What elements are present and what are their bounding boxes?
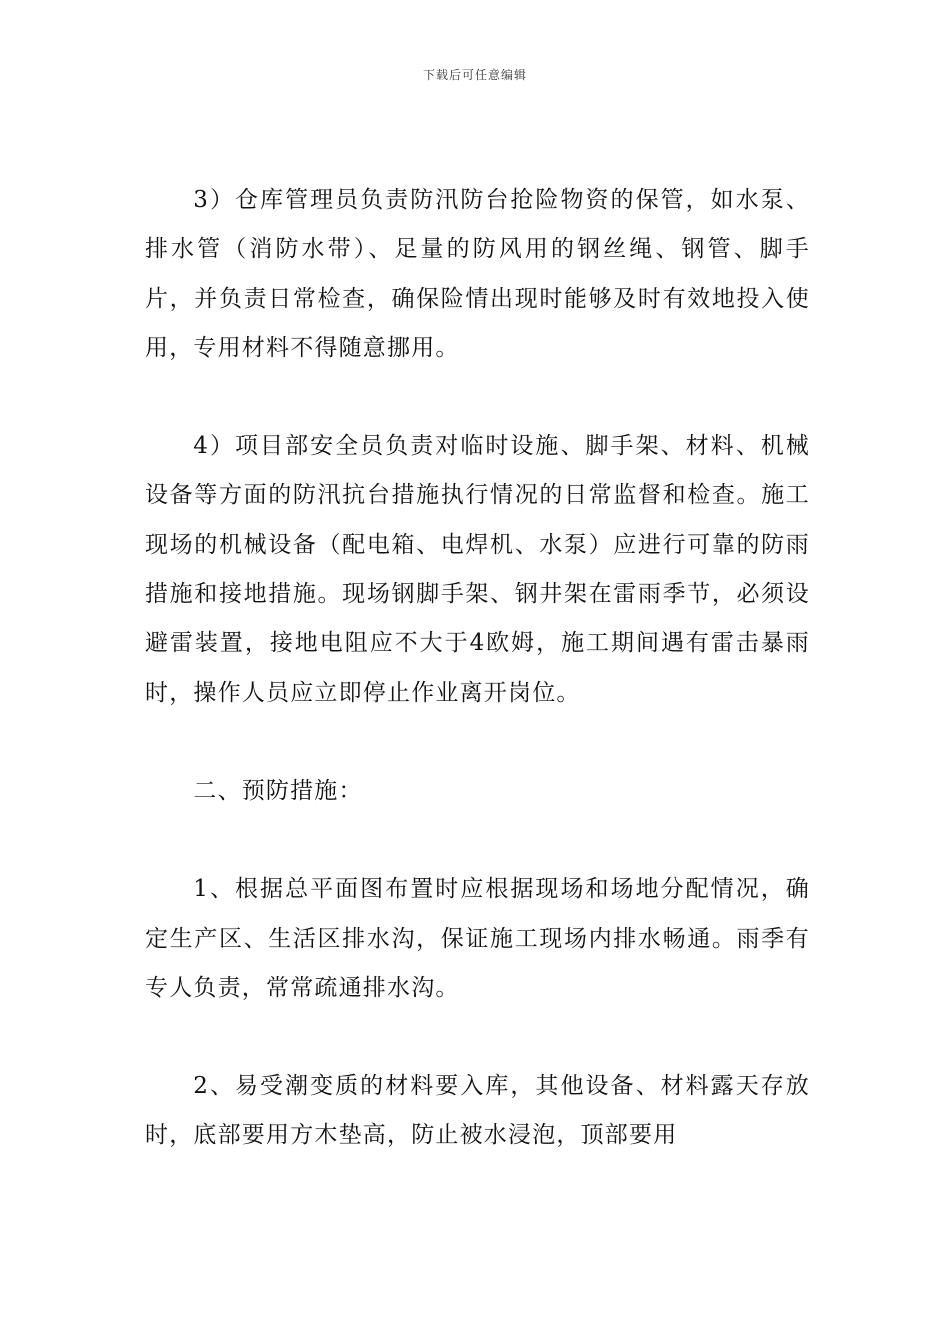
paragraph-spacer — [145, 373, 810, 422]
paragraph-spacer — [145, 718, 810, 767]
paragraph-warehouse-keeper: 3）仓库管理员负责防汛防台抢险物资的保管，如水泵、排水管（消防水带）、足量的防风用的钢丝绳、钢管、脚手片，并负责日常检查，确保险情出现时能够及时有效地投入使用，专用材料不得随意挪用。 — [145, 187, 810, 361]
paragraph-spacer — [145, 1013, 810, 1062]
paragraph-material-storage: 2、易受潮变质的材料要入库，其他设备、材料露天存放时，底部要用方木垫高，防止被水浸泡，顶部要用 — [145, 1073, 810, 1149]
paragraph-spacer — [145, 816, 810, 865]
page-header-note: 下载后可任意编辑 — [422, 68, 527, 82]
paragraph-safety-officer: 4）项目部安全员负责对临时设施、脚手架、材料、机械设备等方面的防汛抗台措施执行情况的日常监督和检查。施工现场的机械设备（配电箱、电焊机、水泵）应进行可靠的防雨措施和接地措施。现场钢脚手架、钢井架在雷雨季节，必须设避雷装置，接地电阻应不大于4欧姆，施工期间遇有雷击暴雨时，操作人员应立即停止作业离开岗位。 — [145, 433, 810, 706]
paragraph-drainage: 1、根据总平面图布置时应根据现场和场地分配情况，确定生产区、生活区排水沟，保证施工现场内排水畅通。雨季有专人负责，常常疏通排水沟。 — [145, 876, 810, 1001]
document-body — [145, 176, 810, 1161]
section-heading-prevention: 二、预防措施： — [193, 777, 363, 804]
